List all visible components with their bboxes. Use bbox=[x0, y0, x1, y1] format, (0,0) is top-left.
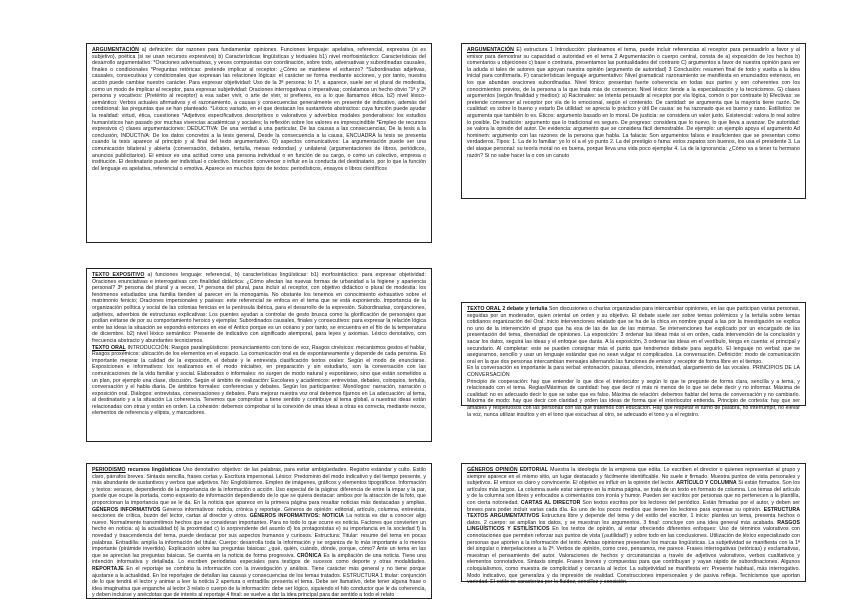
texto-oral-heading: TEXTO ORAL bbox=[92, 344, 126, 351]
principios-text: Principio de cooperación: hay que entender lo que dice el interlocutor y según lo que te pregunte de forma clara, sencilla y a tema, y relacionado con el tema. Reglas/Máximas de cantidad: hay que decir ni más ni menos de lo que se debe decir y no informar. Máxima de cualidad: no es adecuado decir lo que se sabe que es falso. Máxima de relación: debemos hablar del tema de conversación y no cambiarlo. Máxima de modo: hay que decir con claridad y orden las ideas de forma que el interlocutor entienda. Principio de cortesía: hay que ser amables y respetuosos con las personas con las que tratemos con educación. Hay que respetar el turno de palabra, no interrumpir, no elevar la voz, nunca utilizar insultos y en el tono que escuchas al otro, se adecuado el tono y a el registro. bbox=[467, 378, 800, 418]
cronica-label: CRÓNICA bbox=[296, 552, 322, 559]
articulo-columna-label: ARTÍCULO Y COLUMNA bbox=[676, 480, 737, 487]
argumentacion-left-heading: ARGUMENTACIÓN bbox=[92, 47, 139, 53]
texto-oral-body: INTRODUCCIÓN: Rasgos paralingüísticos: pronunciamiento con tono de voz, Rasgos cinésicos: mecanismos gestos el hablar, Rasgos proxémicos: ubicación de los elementos en el espacio. La comunicación oral es de espontaneamente y depende de cada persona. Es importante mejorar la calidad de la exposición, el debate y le entrevista clasificación textos orales: Según el modo de enunciarse. Exposiciones e informativos: los realizamos en el modo iniciativo, en preparación y sin estudiarlo, son la conversación con las comunicaciones de la vida familiar y social. Elaborados o informales: no surgen de modo natural y espontáneo, sino que están sometidos a un plan, por ejemplo una clase, discusión. Según el ámbito de realización: Escolares y académicos: entrevistas, debates, coloquios, tertulia, conversación y el habla diaria. De ámbitos formales: conferencias y debates. Según los participantes: Monólogos: narración, narración o exposición oral. Diálogos: entrevistas, conversaciones y debates. Para mejorar nuestra voz oral debemos fijarnos en La adecuación: al tema, al destinatario y a la situación La coherencia. Tenemos que comprobar a tiene sentido y contribuye al tema global, a nuestras ideas están relacionadas con otras y están en orden. La cohesión: debemos comprobar si la conexión de unas ideas a otras es correcta, mediante nexos, elementos de referencia y elipsis, y marcadores. bbox=[92, 344, 426, 417]
conversacion-text: En la conversación es importante la para verbal: entonación, pausas, silencios, intensidad, alargamiento de las vocales. PRINCIPIOS DE LA CONVERSACIÓN bbox=[467, 365, 800, 378]
opinion-heading: GÉNEROS OPINIÓN bbox=[467, 467, 518, 473]
expositivo-heading: TEXTO EXPOSITIVO bbox=[92, 272, 145, 278]
estructura-body: Estructura libre y depende del tema y del estilo del escritor. 1 inicio: plantea un tema, presenta hechos o datos. 2 cuerpo: se amplían los datos, y se muestran los argumentos. 3 final: concluye con una idea general más acabada. bbox=[467, 513, 800, 526]
periodismo-box bbox=[86, 463, 432, 599]
argumentacion-box-right bbox=[461, 43, 806, 199]
argumentacion-right-text bbox=[467, 47, 800, 159]
debate-body: Son discusiones o charlas organizadas para intercambiar opiniones, en las que participan varias personas, seguidas por un moderador, quien oriental un orden y su objetivo. El debate suele ser sobre temas polémicos y la tertulia sobre temas cotidianos organización del Oral: inicio intervenciones relatado que se ha de la chica en nombre grupal a las por la investigación se explica no uno de la intervención el grupo que ha esa de las de las de las mismas. Se intervenciones fue explicado por un encargado de las presentación del tema, diversidad de opiniones. La exposición: 3 ordenar las ideas más si en orden, cada intervención de la conclusión y sacar los datos, seguirá las ideas y el enfoque que darás. A la exposición, 3 ordenar las ideas en el vestíbulo, tenga en cuenta: el principal y secundario. Al completar: este se pueden consignar más el punto que tendremos debate para seguirlo. El lenguaje no verbal: que se asegurarnos, sencillo y usar un lenguaje estándar que no sean vulgar ni complicados. La conversación. Definición: modo de comunicación oral en la que dos personas intercambian mensajes alternando las funciones de emisor y receptor de forma libre en el tiempo. bbox=[467, 306, 800, 365]
reportaje-body: En el reportaje se combina la información con la investigación y análisis. Tiene carácter más general y no tiene porque ajustarse a la actualidad. En los reportajes de detallan las causas y consecuencias de los temas tratados. ESTRUCTURA 1 titular: conjunción de lo que tendrá el lector y animar a leer la noticia 2 apertura o entradilla: presenta el tema. Debe ser llamativo, debe tener alguna frase o idea imaginativa que enganche al lector 3 relato o cuerpo de la información: debe ser lógico, siguiendo el hilo conductor que le da coherencia, y deben incluirse y anécdotas que de interés al reportaje 4 final: se vuelve a dar la idea principal para dar sentido a todo el relato bbox=[92, 565, 426, 599]
articulo-columna-body: Si están firmados. Son los artículos más largos. La columna suele estar siempre en la misma página, se trata de un texto en formato de columna. Los temas del artículo y de la columna son libres y enfocados a comentarios con ironía y humor. Pueden ser escritos por personas que no pertenecen a la plantilla, con cierta notoriedad. bbox=[467, 480, 801, 506]
estructura-label: ESTRUCTURA TEXTOS ARGUMENTATIVOS bbox=[467, 506, 800, 520]
periodismo-subheading: recursos lingüísticos bbox=[127, 467, 182, 473]
argumentacion-left-body: a) definición: dar razones para fundamentar opiniones. Funciones lenguaje: apelativa, referencial, expresiva (si es subjetivo), poética (si se usan recursos expresivos) b) Características lingüísticas y textuales b1) nivel morfosintáctico: Características del desarrollo argumentativo: *Oraciones adversativas, y veces compuestas con coordinación, sobre todo, adversativas y subordinadas causales, finales o condicionales *Preguntas retóricas: pretende implicar al receptor: ¿Cómo se mantiene el esfuerzo? *Subordinadas adjetivas, causales, consecutivas y condicionales que expresan las relaciones lógicas: el carácter se forma mediante acciones, y por tanto, nuestra acción puede cambiar nuestro carácter. Para expresar objetividad: Uso de la 3ª persona: lo 1ª, a aparece, suele ser el plural de modestia, como un modo de implicar al receptor, para expresar subjetividad: Oraciones interrogativas o imperativas; conlatamos un hecho obvio "1ª y 2ª persona y vocativos: (Pretérito al receptor) a esa saber vivir, o arte de vivir, si prefieres, es a lo que llamamos ética. b2) nivel léxico-semántico: Verbos actuales afirmativos y el razonamiento, a causas y consecuencias generalmente en presente de indicativo, además del condicional: las preguntas que se han planteado. *Léxico variado, en el que destacan los sustantivos abstractos: cuya función puede ayudar la realidad: virtud, ética, cuestiones *Adjetivos especificativos descriptivos o valorativos y adverbios modales ponderativos: los estudios humanísticos han pasado por muchas vivencias académicas y sociales; la reflexión sobre los valores es imprescindible *Empleo de recursos expresivos c) clases argumentaciones: DEDUCTIVA: De una verdad a una particular, De las causas a las consecuencias, De la tesis a la conclusión, INDUCTIVA: De los datos concretos a la tesis general, Desde la consecuencia a la causa, ENCUADRA la tesis se presenta cuando la tesis aparece al principio y al final del texto argumentativo. D) aspectos comunicativos: La argumentación puede ser una comunicación bilateral y abierta (conversación, debates, tertulia, mesas redondas) y unilateral (argumentaciones de libros, periódicos, anuncios publicitarios). El emisor es una actitud como una persona individual o en función de su cargo, o como un colectivo, empresa o institución. El destinatario puede ser individual o colectivo. Intención: convencer o influir en la conducta del destinatario, por lo que la función del lenguaje es apelativa, referencial o emotiva. Aparece en muchos tipos de textos: periodísticos, ensayos o libros científicos bbox=[92, 47, 426, 172]
cronica-body: Es la ampliación de una noticia. Tiene una intención informativa y detallada. Lo escriben periodistas especiales para testigos de sucesos como deporte y otras modalidades. bbox=[92, 552, 426, 566]
periodismo-text bbox=[92, 467, 426, 599]
argumentacion-right-body: E) estructura 1 Introducción: planteamos el tema, puede incluir referencias al receptor para persuadirlo a favor y al emisor para demostrar su capacidad o autoridad en el tema 2 Argumentación o cuerpo central, consta de a) exposición de los hechos b) comentarios u objeciones c) base o contraria, presentamos las puntualidades del contrario C) argumentos a favor de nuestra opinión para ver la aduda si tales de autores que apoyan nuestra opinión (argumento de autoridad) 3 Conclusión: resumen final de todo y vuelta a la idea inicial para confirmarla. F) características lenguaje argumentativo: Nivel gramatical: razonamiento se manifiesta en enunciados extensos, en los que abundan oraciones subordinadas. Nivel fónico: presentan fuerte coherencia en todas sus partes y son coherentes con los conocimientos previos, de la persona a la que trata más de convencer. Nivel léxico: tiende a la especialización y la tecnicismos. G) clases argumentos (según finalidad y medios): a) Racionales: se intenta persuadir al receptor por vía lógica, comón o por contraste b) Efectivas: se pretende convencer al receptor por vía de lo emocional, según el contenido. De cantidad: se argumenta que la mayoría tiene razón. De cualidad: es sobre lo bueno y estarlo De utilidad: se aprecia lo práctico y útil De causa: se ha razonado que es bueno y sano. Estilístico: se argumenta que también lo es. Éticos: argumento basado en lo moral. De justicia: se considera un valor justo. Existencial: valora lo real sobre lo posible. De tradición: argumento que lo tradicional es seguro. De progreso: considera que lo nuevo, lo que lleva a avanzar. De autoridad: se valora la opinión del autor. De evidencia: argumento que se considera fácil demostrable. De ejemplo: un ejemplo apoya el argumento Ad hominem: argumento con las razones de la persona que habla. La falacia: Son argumentos falsos e insuficientes que se presentan como verdaderos. Tipos: 1. La de lo familiar: yo lo oí a el yo punto 2. La del prestigio o fama: estos zapatos son buenos, los usa el presidente 3. La del ataque personal: su teoría moral no es buena, porque lleva una vida poco ejemplar 4. La de la ignorancia: ¿Cómo va a tener tu hermano razón? Si no sabe hacer la o con un canuto bbox=[467, 47, 800, 159]
texto-expositivo-box bbox=[86, 268, 432, 442]
periodismo-heading: PERIODISMO bbox=[92, 467, 126, 473]
cartas-director-body: Son textos escritos por los lectores del periódico. Están firmadas por el autor, y deben ser breves para poder incluir varias cada día. Es uno de los pocos medios que tienen los lectores para expresar su opinión. bbox=[467, 499, 800, 513]
opinion-text bbox=[467, 467, 800, 586]
argumentacion-left-text bbox=[92, 47, 426, 172]
rasgos-label: RASGOS LINGÜÍSTICOS Y ESTILÍSTICOS bbox=[467, 519, 800, 533]
generos-informativos-body: Géneros informativos: noticia, crónica y reportaje. Géneros de opinión: editorial, artículo, columna, entrevista, secciones de crítica, buzón del lector, cartas al director y otros. bbox=[92, 506, 426, 520]
debate-heading: TEXTO ORAL bbox=[467, 306, 501, 312]
noticia-body: La noticia es dar a conocer algo nuevo. Normalmente transmitimos hechos que se consideran importantes. Para no todo lo que ocurre es noticia. Factores que convierten un hecho en noticia: a) la actualidad b) la proximidad c) lo sorprendente del asunto d) los protagonistas e) su importancia en la sociedad f) la novedad y trascendencia del tema, puede destacar por sus aspectos humanos y curiosos. Estructura: Titular: resume del tema en pocas palabras. Entradilla: amplía la información del titular. Cuerpo: desarrolla toda la información y se organiza de lo más importante a lo menos importante (pirámide invertida). Explicación sobre las preguntas básicas: ¿qué, quién, cuándo, dónde, porque, cómo? Ante un tema en las que se aprecian las preguntas básicas. Se cuenta en la noticia de forma progresiva. bbox=[92, 513, 426, 559]
cartas-director-label: CARTAS AL DIRECTOR bbox=[520, 499, 581, 506]
texto-oral-text bbox=[92, 345, 426, 418]
texto-oral-debate-box bbox=[461, 302, 806, 418]
expositivo-body: a) funciones lenguaje: referencial, b) características lingüísticas: b1) morfosintáctico: para expresar objetividad: Oraciones enunciativas e interrogativas con finalidad didáctica: ¿Cómo afectan las nuevas formas de urbanidad a la higiene y apariencia personal? 3ª persona del plural y a veces, 1ª persona del plural, para incluir al receptor, con objetivo didáctico o plural de modestia: los fenómenos estudiados una familia tienden al parecer en la monogamia. No obstante los tenemos en conocimiento exhaustivo sobre el matrimonio fenicio; Oraciones impersonales y pasivas: este referencial se enfoca en el tema que se está exponiendo. Importancia de la organización política y social de las colonias fenicias en la península ibérica, para el desarrollo de la expresión. Subordinadas, conjunciones, adjetivos, adverbios de estructuras explicativas: Los puentes ayudan a controlar de gesto brusca como la glorificación de personajes que podían evitarse de por su comportamiento heroico y ejemplar. Subordinados causales, finales y consecutivos: para expresar la relación lógica entre las ideas la situación se expondrá entonces en ese el Antico porque es un océano y por tanto, se encuentra en el filo de la temperatura de diciembre. b2) nivel léxico semántico: Presente de indicativo con significado atemporal, para leyes y axiomas. Léxico denotativo, con frecuencia abstracto y abundantes tecnicismos. bbox=[92, 272, 426, 344]
opinion-subheading: EDITORIAL bbox=[519, 467, 549, 473]
argumentacion-box-left bbox=[86, 43, 432, 243]
debate-subheading: 2 debate y tertulia bbox=[502, 306, 548, 312]
reportaje-label: REPORTAJE bbox=[92, 565, 124, 572]
rasgos-body: En los textos de opinión, al estar ofreciendo diferentes enfoques: Uso de términos valorativos con connotaciones que permiten reforzar sus puntos de vista (¡sutilidad!) y sobre todo en las conclusiones. Utilización de léxico especializado con personas que aporten a la información del texto. Ambas opiniones presentan los marcas lingüísticas. La subjetividad se manifiesta con la 1ª del singular o interpelaciones a la 2ª. Verbos de opinión, como creo, pensamos, me parece. Frases interrogativas (retóricas) y exclamativas, muestran el pensamiento del autor. Valoraciones de hechos y circunstancias a través de adjetivos valorativos, verbos cualitativos y elementos connotativos. Sintaxis simple. Frases breves y compuestas para que contribuyan y vayan rápido de subordinaciones. Algunos coloquialismos, como muestra de complicidad y cercanía al lector. La subjetividad se manifiesta en: Presente habitual, más interrogativo. Modo indicativo, que generaliza y da impresión de realidad. Construcciones impersonales y de pasiva refleja. Tecnicismos que aportan variedad. El estilo se caracteriza por la fluidez, sencillez y concisión. bbox=[467, 526, 800, 586]
argumentacion-right-heading: ARGUMENTACIÓN bbox=[467, 47, 514, 53]
generos-opinion-box bbox=[461, 463, 806, 586]
debate-text bbox=[467, 306, 800, 365]
periodismo-body: Uso denotativo: objetivo: de las palabras, para evitar ambigüedades. Registro estándar y culto. Estilo claro, párrafos breves. Sintaxis sencilla, frases cortas y. Escritura impersonal. Léxico: Predominio del modo indicativo y del tiempo presente, y más abundante de sustantivos y verbos que adjetivos. No: Englobiismos. Empleo de imágenes, gráficos y elementos tipográficos. Información y textos: veraces, dependiendo de la importancia de la información o acción. Uso especial de la página: diferencia de entre la impar y la par, puede que ocupe la portada, como expuesto de información dependiendo de lo que se quiera destacar: ambos por la atracción de la foto, que proporcionan la importancia que se le da. En la noticia que aparece en la primera página para resaltar noticias más destacadas y amplias. bbox=[92, 467, 426, 506]
expositivo-text bbox=[92, 272, 426, 345]
editorial-body: Muestra la ideología de la empresa que edita. Lo escriben el director o quienes representan al grupo y siempre aparece en el mismo sitio, un lugar destacado y fácilmente identificable. No suele ir firmado. Muestra puntos de vista personales y subjetivos. El emisor es claro y convincente. El objetivo es influir en la opinión del lector. bbox=[467, 467, 801, 487]
generos-informativos-label: GÉNEROS INFORMATIVOS bbox=[92, 506, 161, 513]
noticia-label: GÉNEROS INFORMATIVOS: NOTICIA bbox=[249, 513, 344, 520]
